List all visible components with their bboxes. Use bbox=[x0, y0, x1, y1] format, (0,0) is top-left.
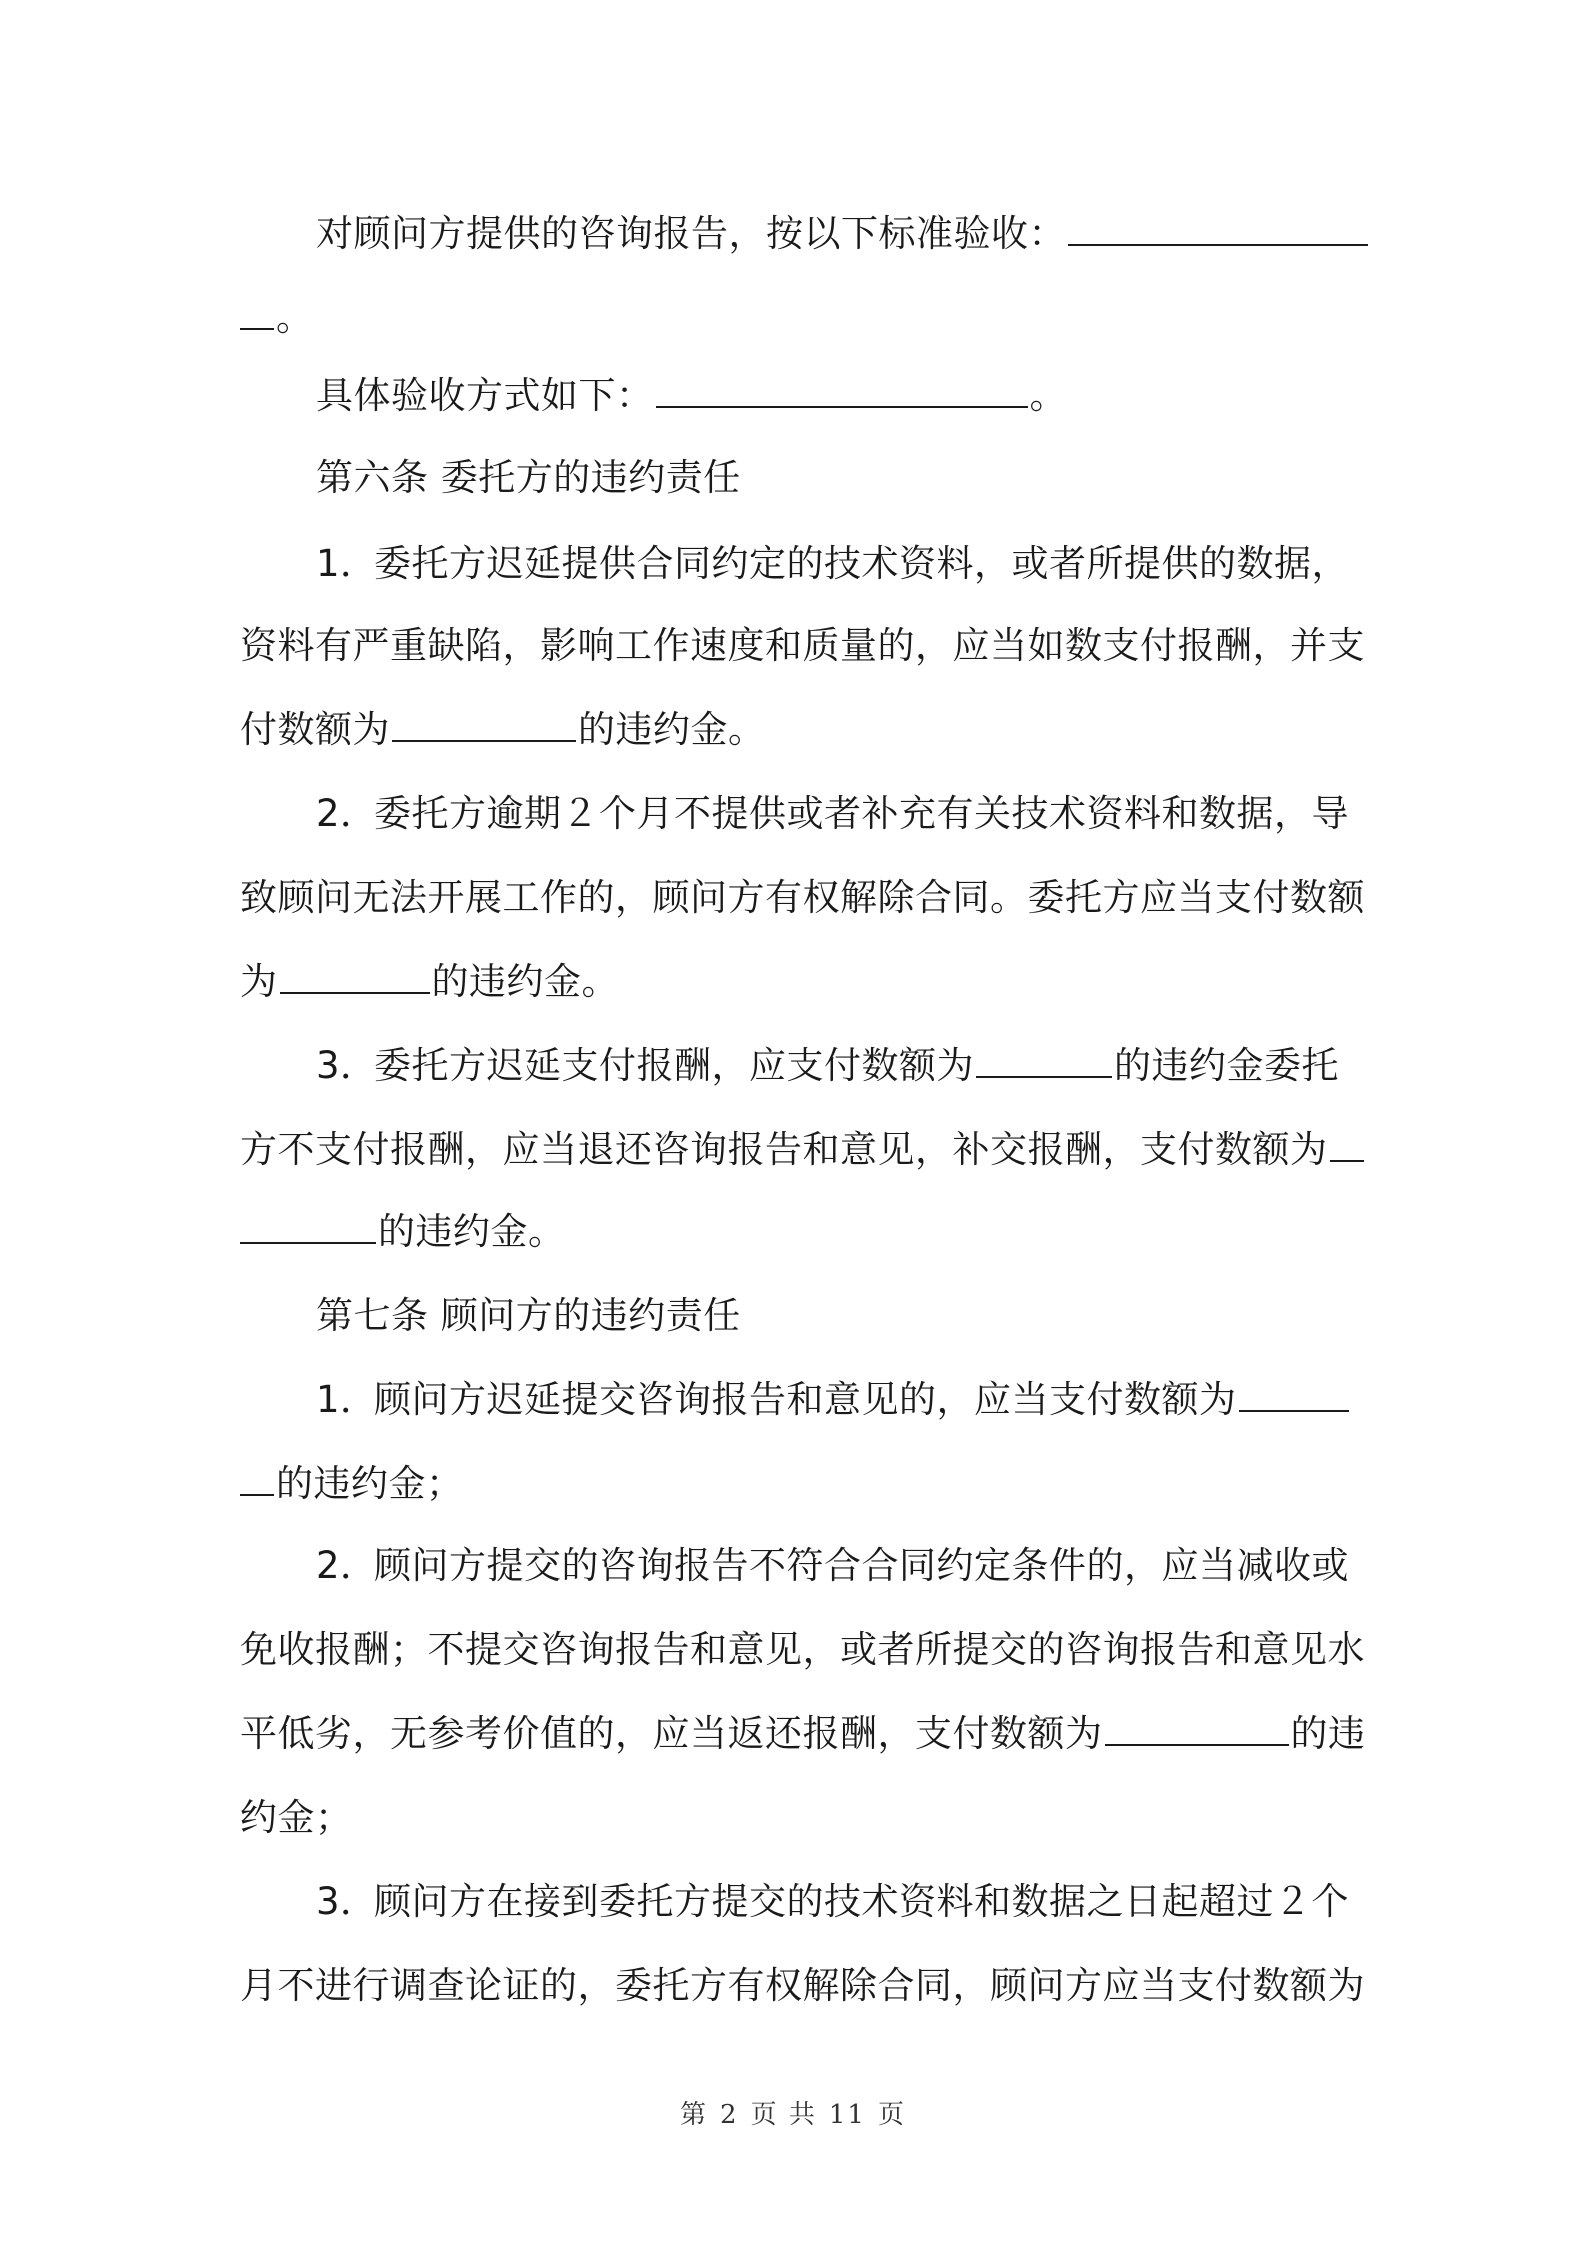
article-7-item-1-line2: 的违约金； bbox=[240, 1460, 1360, 1508]
text-acceptance-standard: 对顾问方提供的咨询报告，按以下标准验收： bbox=[316, 212, 1066, 255]
blank-field bbox=[1068, 210, 1368, 246]
blank-field bbox=[976, 1042, 1112, 1078]
footer-mid: 页 共 bbox=[750, 2100, 817, 2130]
blank-field bbox=[1330, 1126, 1364, 1162]
footer-suffix: 页 bbox=[877, 2100, 906, 2130]
article-6-item-3: 3．委托方迟延支付报酬，应支付数额为 的违约金委托 bbox=[316, 1044, 1339, 1087]
blank-field bbox=[240, 1208, 376, 1244]
article-6-item-1-line3: 付数额为 的违约金。 bbox=[240, 708, 766, 751]
article-6-item-1: 1．委托方迟延提供合同约定的技术资料，或者所提供的数据， bbox=[316, 542, 1349, 585]
article-7-item-2: 2．顾问方提交的咨询报告不符合合同约定条件的，应当减收或 bbox=[316, 1544, 1349, 1587]
article-6-title: 第六条 委托方的违约责任 bbox=[316, 456, 741, 499]
blank-field bbox=[280, 958, 430, 994]
article-7-item-3-line2: 月不进行调查论证的，委托方有权解除合同，顾问方应当支付数额为 bbox=[240, 1964, 1365, 2007]
blank-field bbox=[240, 294, 274, 330]
page-footer bbox=[0, 2094, 1586, 2131]
article-7-item-2-line2: 免收报酬；不提交咨询报告和意见，或者所提交的咨询报告和意见水 bbox=[240, 1628, 1365, 1671]
article-7-item-1: 1．顾问方迟延提交咨询报告和意见的，应当支付数额为 bbox=[316, 1376, 1360, 1424]
article-6-item-3-line3: 的违约金。 bbox=[240, 1208, 1360, 1256]
blank-field bbox=[1105, 1710, 1289, 1746]
article-6-item-1-line2: 资料有严重缺陷，影响工作速度和质量的，应当如数支付报酬，并支 bbox=[240, 624, 1365, 667]
footer-page-number: 2 bbox=[720, 2100, 739, 2130]
article-6-item-3-line2: 方不支付报酬，应当退还咨询报告和意见，补交报酬，支付数额为 bbox=[240, 1126, 1360, 1174]
footer-prefix: 第 bbox=[680, 2100, 709, 2130]
article-7-item-2-line3: 平低劣，无参考价值的，应当返还报酬，支付数额为 的违 bbox=[240, 1712, 1366, 1755]
footer-total-pages: 11 bbox=[828, 2100, 866, 2130]
text-acceptance-method: 具体验收方式如下： bbox=[316, 374, 654, 417]
blank-field bbox=[392, 706, 576, 742]
article-7-item-3: 3．顾问方在接到委托方提交的技术资料和数据之日起超过２个 bbox=[316, 1880, 1349, 1923]
article-7-item-2-line4: 约金； bbox=[240, 1796, 353, 1839]
article-7-title: 第七条 顾问方的违约责任 bbox=[316, 1294, 741, 1337]
article-6-item-2-line3: 为 的违约金。 bbox=[240, 960, 619, 1003]
paragraph-acceptance-method: 具体验收方式如下： 。 bbox=[316, 374, 1067, 417]
paragraph-acceptance-standard bbox=[316, 210, 1360, 258]
article-6-item-2: 2．委托方逾期２个月不提供或者补充有关技术资料和数据，导 bbox=[316, 792, 1349, 835]
blank-field bbox=[240, 1460, 274, 1496]
blank-field bbox=[1239, 1376, 1349, 1412]
blank-field bbox=[656, 372, 1028, 408]
paragraph-acceptance-standard-cont: 。 bbox=[240, 294, 1360, 342]
article-6-item-2-line2: 致顾问无法开展工作的，顾问方有权解除合同。委托方应当支付数额 bbox=[240, 876, 1365, 919]
